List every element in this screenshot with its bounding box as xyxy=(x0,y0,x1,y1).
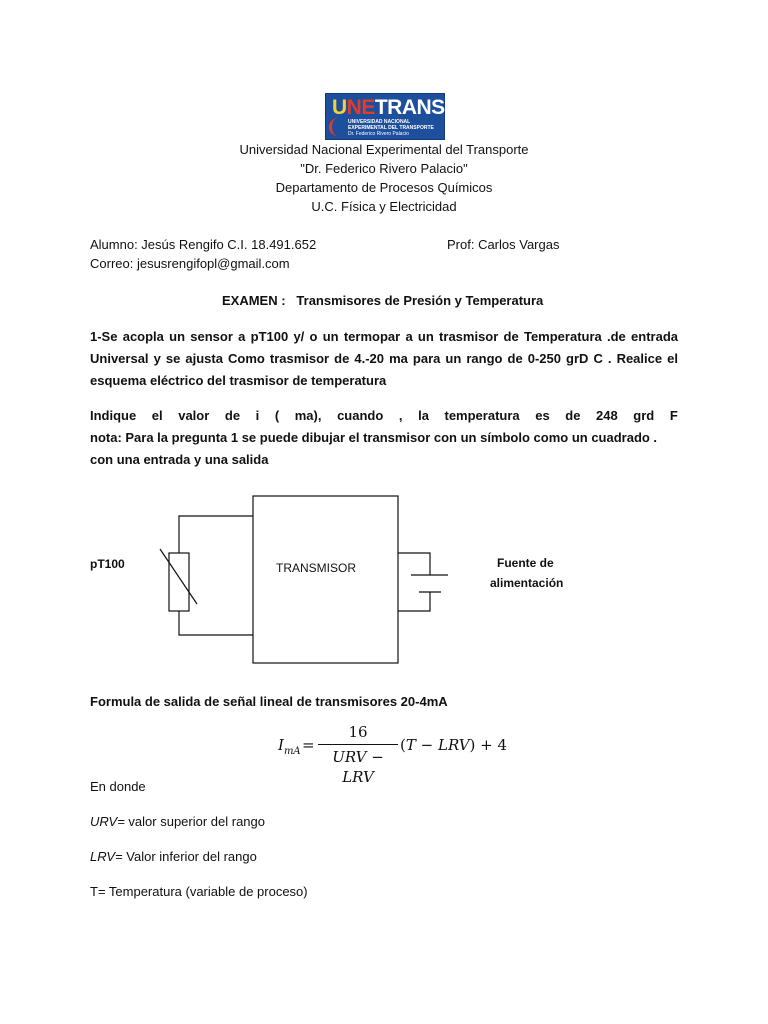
university-name: Universidad Nacional Experimental del Transporte xyxy=(239,142,529,157)
question-indique: Indique el valor de i ( ma), cuando , la temperatura es de 248 grd F xyxy=(90,408,678,423)
transmitter-formula xyxy=(278,722,508,786)
exam-label: EXAMEN : xyxy=(222,293,286,308)
question-1: 1-Se acopla un sensor a pT100 y/ o un termopar a un trasmisor de Temperatura .de entrada Universal y se ajusta Como trasmisor de 4.-20 ma para un rango de 0-250 grD C . Realice el esquema eléctrico del trasmisor de temperatura xyxy=(90,329,678,388)
formula-denominator: URV − LRV xyxy=(332,748,384,786)
transmitter-box xyxy=(253,496,398,663)
en-donde: En donde xyxy=(90,779,146,794)
professor-name: Prof: Carlos Vargas xyxy=(447,237,560,252)
supply-wire-bottom xyxy=(398,592,430,611)
course-name: U.C. Física y Electricidad xyxy=(311,199,457,214)
formula-intro: Formula de salida de señal lineal de transmisores 20-4mA xyxy=(90,694,448,709)
question-nota: nota: Para la pregunta 1 se puede dibujar el transmisor con un símbolo como un cuadrado . xyxy=(90,430,658,445)
supply-wire-top xyxy=(398,553,430,575)
pt100-resistor-icon xyxy=(169,553,189,611)
logo-line2: EXPERIMENTAL DEL TRANSPORTE xyxy=(348,125,434,131)
urv-definition: URV= valor superior del rango xyxy=(90,814,266,829)
logo-line3: Dr. Federico Rivero Palacio xyxy=(348,131,409,137)
formula-numerator: 16 xyxy=(348,723,368,741)
fraction-bar xyxy=(318,744,398,745)
formula-lhs: $I_{mA}$ xyxy=(278,736,301,757)
supply-label-2: alimentación xyxy=(490,576,564,590)
sensor-wire-bottom xyxy=(179,611,253,635)
logo-line1: UNIVERSIDAD NACIONAL xyxy=(348,119,411,125)
question-con: con una entrada y una salida xyxy=(90,452,269,467)
formula-equals: = xyxy=(302,736,315,754)
pt100-label: pT100 xyxy=(90,557,125,571)
formula-fraction xyxy=(318,722,398,787)
student-name: Alumno: Jesús Rengifo C.I. 18.491.652 xyxy=(90,237,317,252)
formula-rhs: (T − LRV) + 4 xyxy=(400,736,508,754)
sensor-wire-top xyxy=(179,516,253,553)
department-name: Departamento de Procesos Químicos xyxy=(275,180,493,195)
transmitter-label: TRANSMISOR xyxy=(276,561,357,575)
pt100-variable-arrow xyxy=(160,549,197,604)
t-definition: T= Temperatura (variable de proceso) xyxy=(90,884,308,899)
university-namesake: "Dr. Federico Rivero Palacio" xyxy=(300,161,468,176)
logo-wordmark: UNETRANS xyxy=(332,96,445,119)
supply-label-1: Fuente de xyxy=(497,556,554,570)
exam-subject: Transmisores de Presión y Temperatura xyxy=(296,293,544,308)
student-email: Correo: jesusrengifopl@gmail.com xyxy=(90,256,290,271)
lrv-definition: LRV= Valor inferior del rango xyxy=(90,849,257,864)
